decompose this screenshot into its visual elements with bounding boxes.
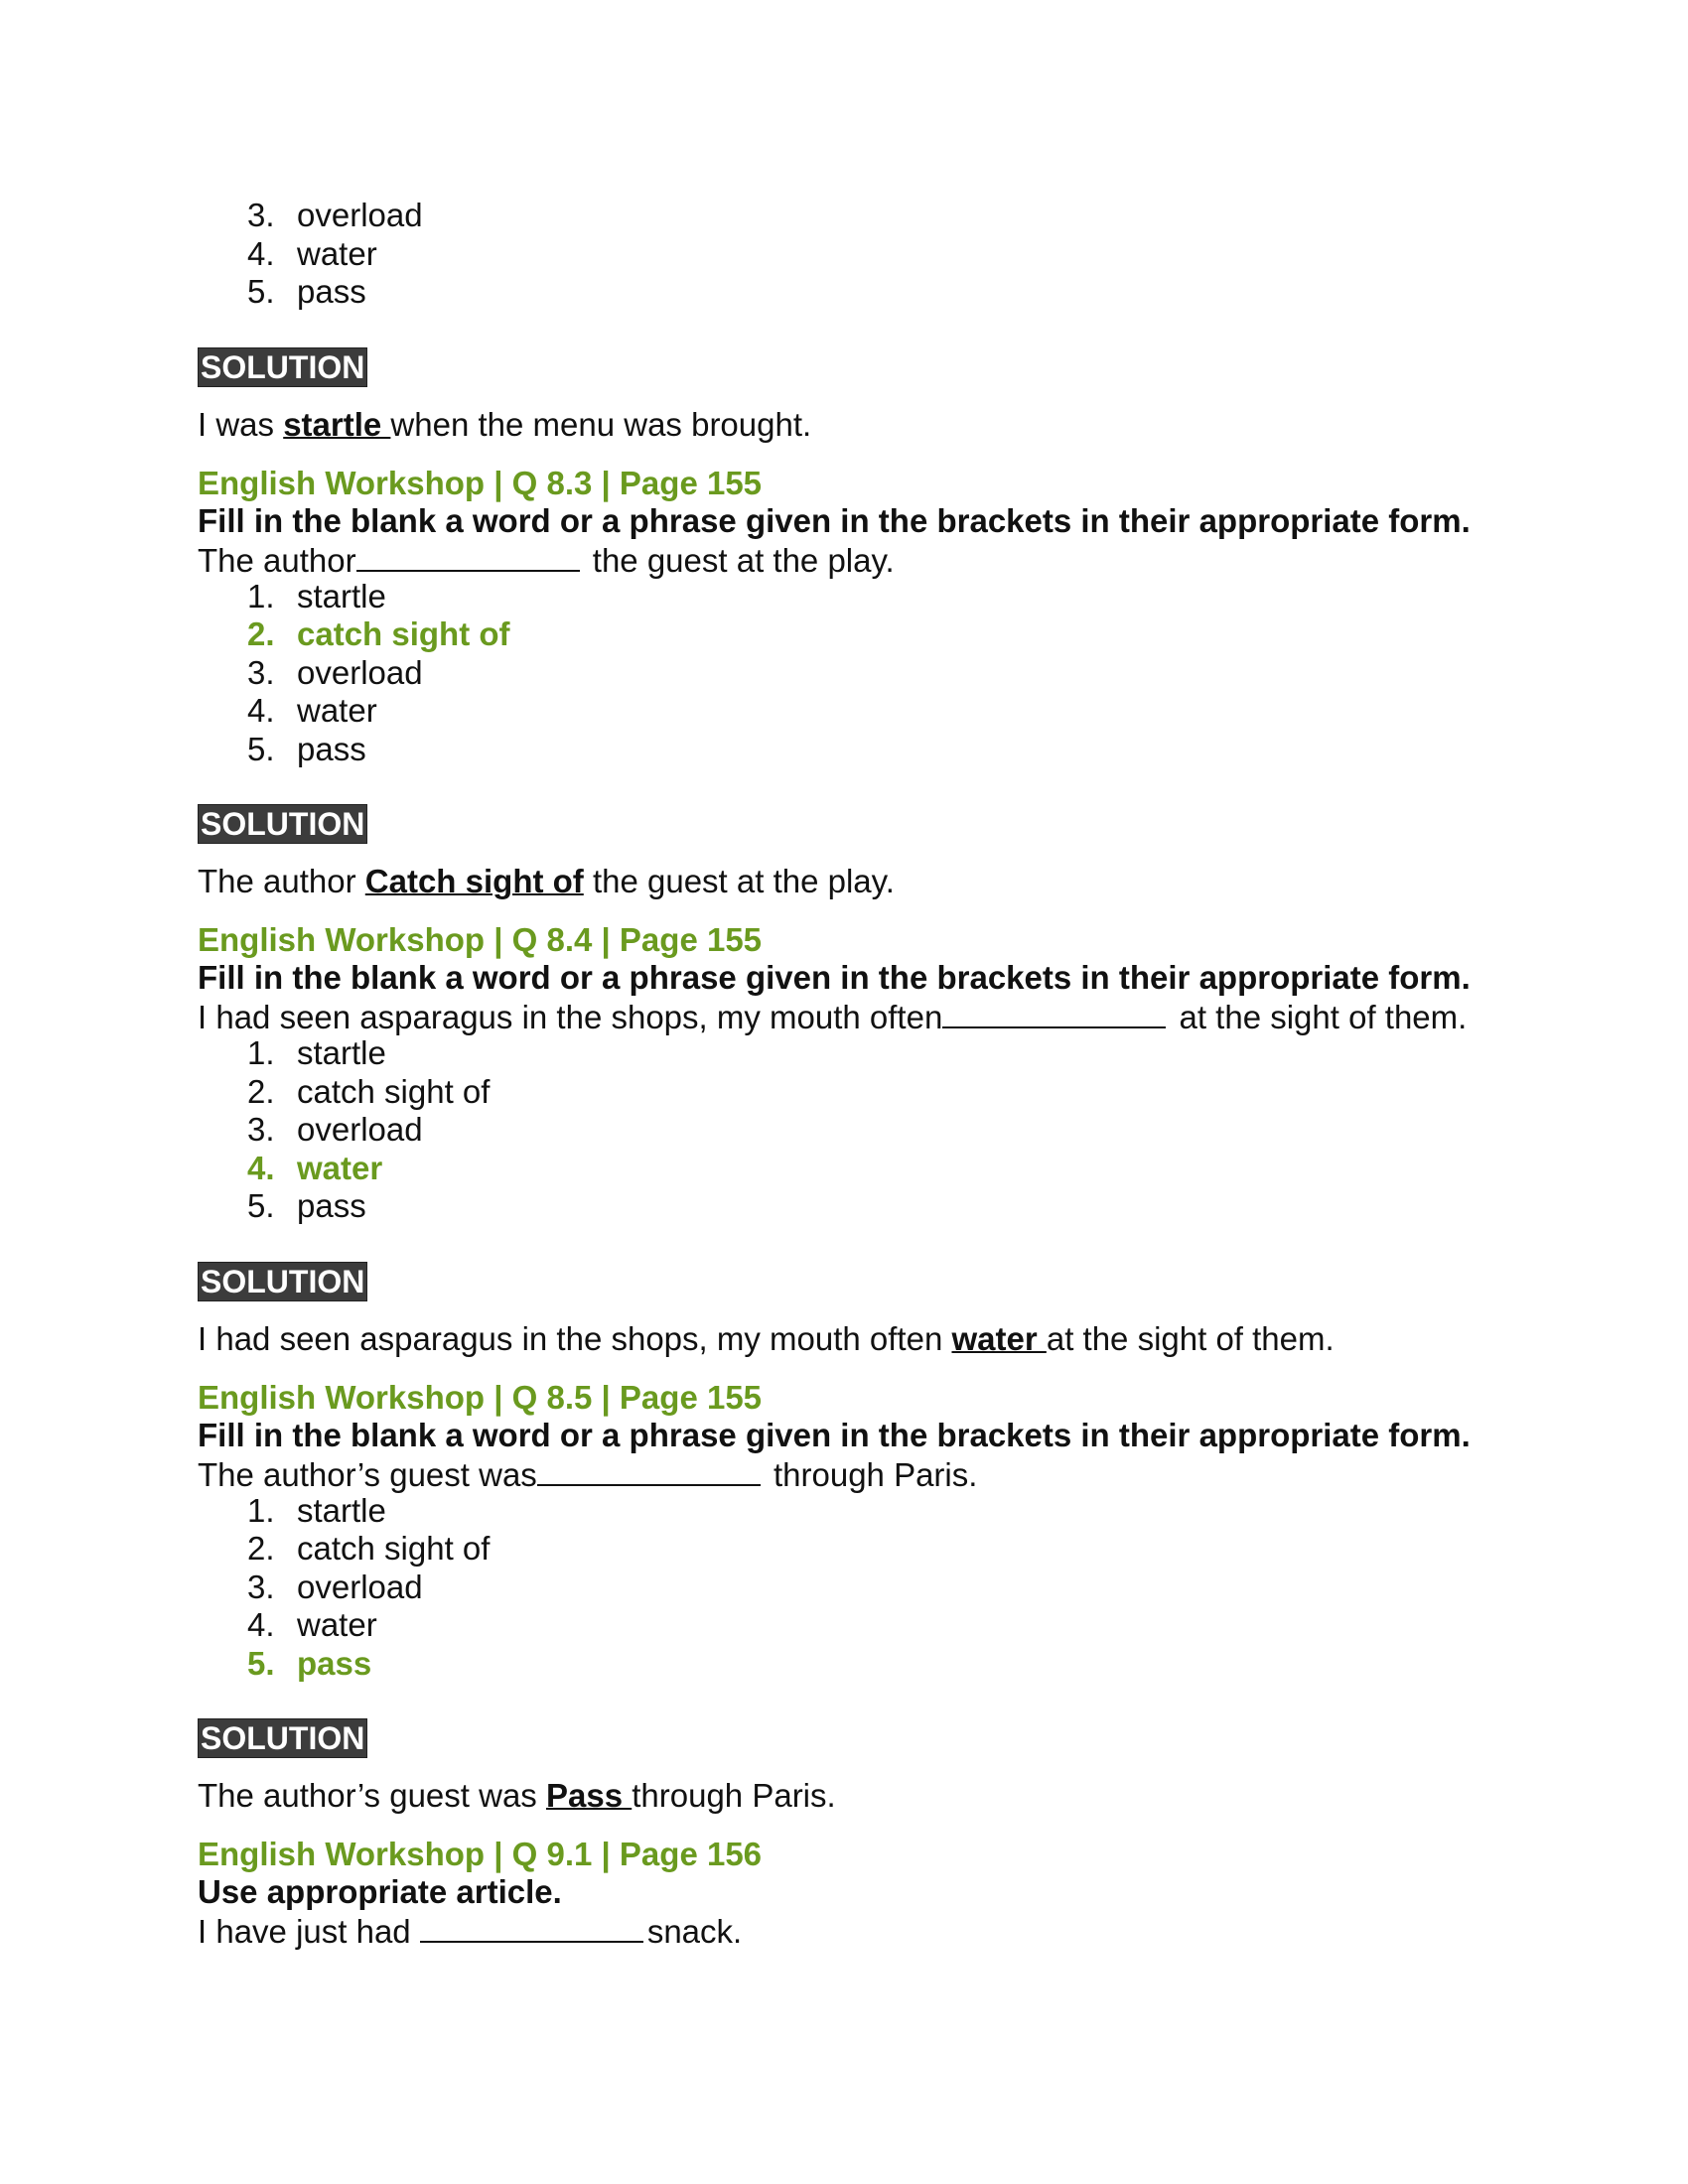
- option-item: 4. water: [247, 1606, 377, 1643]
- solution-sentence: The author Catch sight of the guest at the play.: [198, 863, 895, 899]
- answer-blank: [942, 997, 1166, 1028]
- answer-blank: [420, 1911, 643, 1943]
- question-instruction: Fill in the blank a word or a phrase given in the brackets in their appropriate form.: [198, 501, 1471, 539]
- option-item: 1. startle: [247, 577, 386, 614]
- option-item: 2. catch sight of: [247, 1072, 491, 1110]
- question-sentence: The author the guest at the play.: [198, 541, 895, 579]
- option-item: 4. water: [247, 692, 377, 729]
- option-list: [198, 1492, 1508, 1684]
- answer-fill: water: [951, 1319, 1047, 1357]
- option-item: 3. overload: [247, 1568, 423, 1605]
- option-list: [198, 1034, 1508, 1226]
- question-heading: English Workshop | Q 8.4 | Page 155: [198, 921, 763, 958]
- question-sentence: I had seen asparagus in the shops, my mouth often at the sight of them.: [198, 999, 1468, 1035]
- answer-blank: [537, 1454, 761, 1486]
- solution-label: SOLUTION: [198, 804, 367, 844]
- question-sentence: The author’s guest was through Paris.: [198, 1455, 978, 1493]
- page-content: [198, 197, 1508, 1949]
- option-item: 3. overload: [247, 197, 423, 233]
- answer-fill: Catch sight of: [364, 863, 584, 899]
- answer-blank: [356, 540, 580, 572]
- option-item: 1. startle: [247, 1491, 386, 1529]
- question-instruction: Use appropriate article.: [198, 1873, 562, 1910]
- option-item: 5. pass: [247, 1187, 366, 1224]
- solution-sentence: I was startle when the menu was brought.: [198, 405, 812, 443]
- question-heading: English Workshop | Q 9.1 | Page 156: [198, 1836, 763, 1872]
- solution-label: SOLUTION: [198, 1262, 367, 1301]
- option-item-correct: 4. water: [247, 1149, 383, 1186]
- solution-sentence: The author’s guest was Pass through Paris.: [198, 1777, 836, 1814]
- question-heading: English Workshop | Q 8.5 | Page 155: [198, 1378, 763, 1416]
- option-item: 3. overload: [247, 1111, 423, 1148]
- solution-sentence: I had seen asparagus in the shops, my mouth often water at the sight of them.: [198, 1319, 1335, 1357]
- option-item: 5. pass: [247, 273, 366, 310]
- question-instruction: Fill in the blank a word or a phrase given in the brackets in their appropriate form.: [198, 1416, 1471, 1453]
- answer-fill: Pass: [545, 1777, 633, 1814]
- solution-label: SOLUTION: [198, 347, 367, 387]
- option-item: 4. water: [247, 234, 377, 272]
- question-heading: English Workshop | Q 8.3 | Page 155: [198, 464, 763, 501]
- option-list: [198, 197, 1508, 312]
- option-list: [198, 578, 1508, 769]
- question-instruction: Fill in the blank a word or a phrase given in the brackets in their appropriate form.: [198, 959, 1471, 996]
- question-sentence: I have just had snack.: [198, 1913, 743, 1950]
- option-item: 3. overload: [247, 653, 423, 691]
- option-item: 1. startle: [247, 1034, 386, 1071]
- solution-label: SOLUTION: [198, 1718, 367, 1758]
- option-item-correct: 5. pass: [247, 1644, 372, 1682]
- option-item-correct: 2. catch sight of: [247, 615, 510, 652]
- answer-fill: startle: [283, 405, 391, 443]
- option-item: 2. catch sight of: [247, 1530, 491, 1567]
- option-item: 5. pass: [247, 730, 366, 767]
